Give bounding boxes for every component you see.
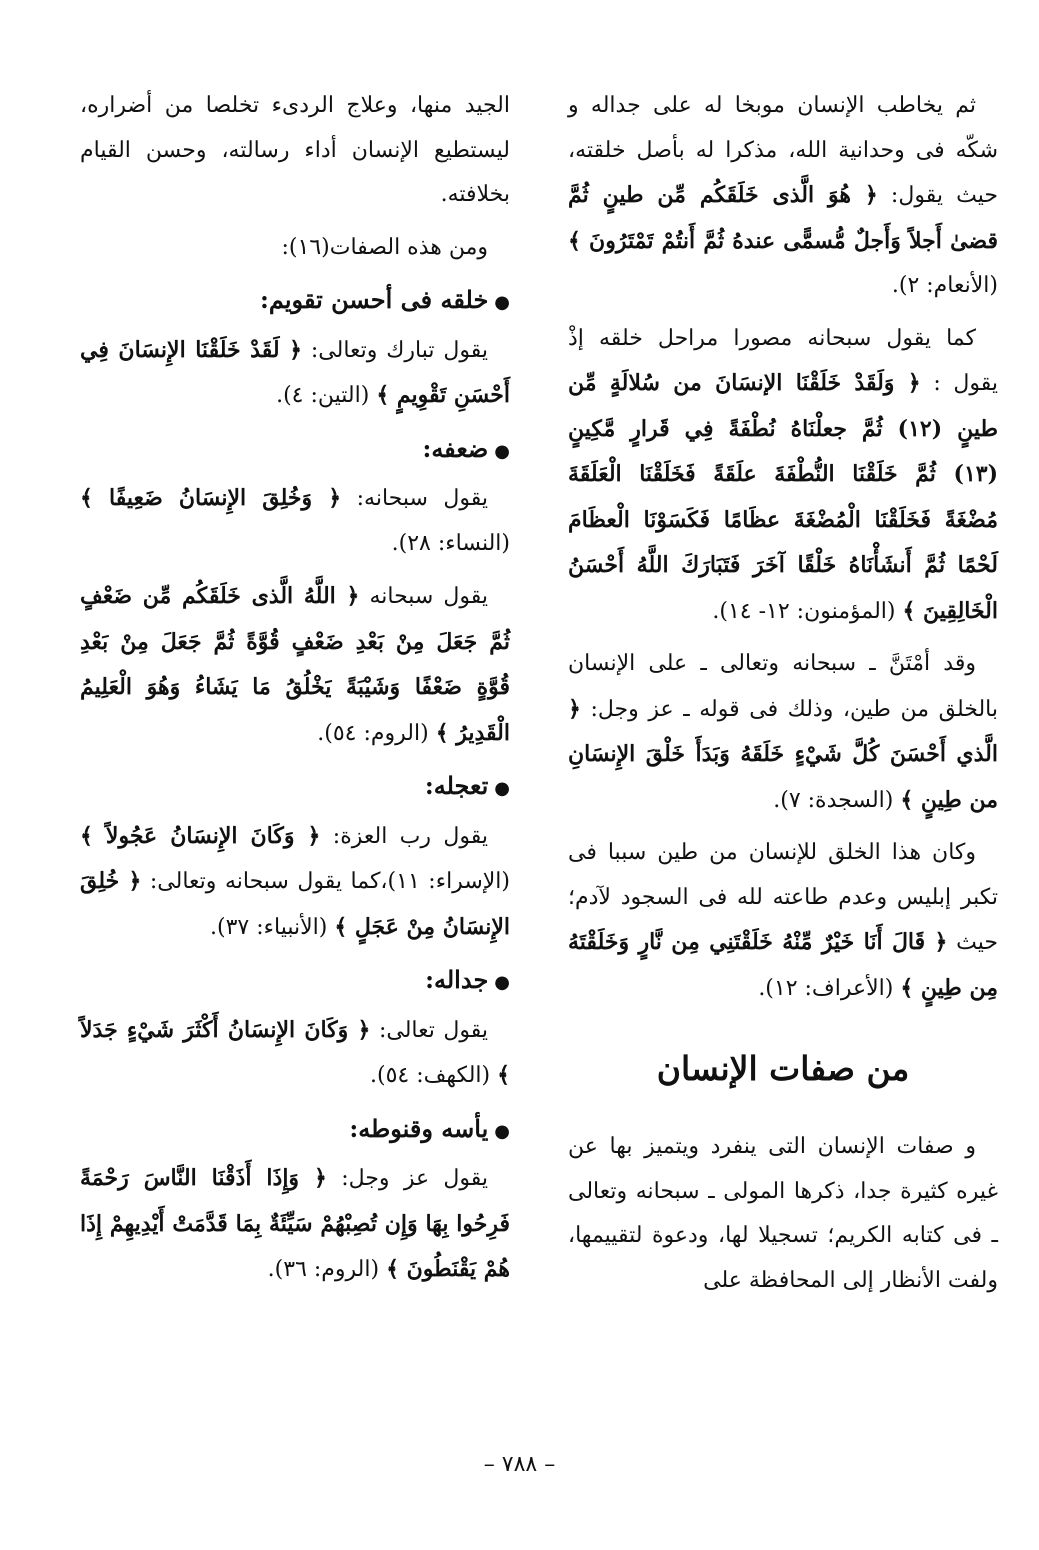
quote-reference: (الأنعام: ٢).	[891, 273, 998, 298]
paragraph: الجيد منها، وعلاج الردىء تخلصا من أضراره، ليستطيع الإنسان أداء رسالته، وحسن القيام بخلافته.	[80, 93, 510, 207]
bullet-icon: ●	[494, 1120, 510, 1142]
right-column	[568, 84, 998, 1311]
bullet-icon: ●	[494, 972, 510, 993]
quran-quote: ﴿ وَكَانَ الإِنسَانُ أَكْثَرَ شَيْءٍ جَدَلاً ﴾	[80, 1016, 510, 1088]
quran-quote: ﴿ وَكَانَ الإِنسَانُ عَجُولاً ﴾	[80, 822, 321, 849]
quote-reference: (الروم: ٥٤).	[317, 720, 436, 746]
quran-quote: ﴿ خُلِقَ الإِنسَانُ مِنْ عَجَلٍ ﴾	[80, 868, 510, 940]
page-number: – ٧٨٨ –	[483, 1452, 556, 1477]
quote-reference: (النساء: ٢٨).	[391, 530, 510, 556]
quote-reference: (السجدة: ٧).	[773, 787, 901, 813]
paragraph: و صفات الإنسان التى ينفرد ويتميز بها عن غيره كثيرة جدا، ذكرها المولى ـ سبحانه وتعالى ـ فى كتابه الكريم؛ تسجيلا لها، ودعوة لتقييمها، ولفت الأنظار إلى المحافظة على	[568, 1134, 998, 1293]
paragraph: يقول رب العزة: ﴿ وَكَانَ الإِنسَانُ عَجُولاً ﴾ (الإسراء: ١١)،كما يقول سبحانه وتعالى: ﴿ خُلِقَ الإِنسَانُ مِنْ عَجَلٍ ﴾ (الأنبياء: ٣٧).	[80, 822, 510, 940]
quote-reference: (الأنبياء: ٣٧).	[210, 914, 335, 940]
trait-heading: ●يأسه وقنوطه:	[349, 1113, 510, 1143]
quote-reference: (الأعراف: ١٢).	[758, 975, 901, 1001]
paragraph: يقول سبحانه: ﴿ وَخُلِقَ الإِنسَانُ ضَعِيفًا ﴾ (النساء: ٢٨).	[80, 485, 510, 556]
quote-reference: (الإسراء: ١١)،كما يقول سبحانه وتعالى:	[141, 869, 510, 894]
quran-quote: ﴿ وَإِذَا أَذَقْنَا النَّاسَ رَحْمَةً فَرِحُوا بِهَا وَإِن تُصِبْهُمْ سَيِّئَةٌ بِمَا قَدَّمَتْ أَيْدِيهِمْ إِذَا هُمْ يَقْنَطُونَ ﴾	[80, 1165, 510, 1282]
paragraph: يقول سبحانه ﴿ اللَّهُ الَّذى خَلَقَكُم مِّن ضَعْفٍ ثُمَّ جَعَلَ مِنْ بَعْدِ ضَعْفٍ قُوَّةً ثُمَّ جَعَلَ مِنْ بَعْدِ قُوَّةٍ ضَعْفًا وَشَيْبَةً يَخْلُقُ مَا يَشَاءُ وَهُوَ الْعَلِيمُ الْقَدِيرُ ﴾ (الروم: ٥٤).	[80, 583, 510, 746]
bullet-icon: ●	[494, 778, 510, 799]
trait-heading: ●جداله:	[425, 965, 510, 994]
quote-reference: (المؤمنون: ١٢- ١٤).	[712, 598, 903, 624]
paragraph: وقد أمْتَنَّ ـ سبحانه وتعالى ـ على الإنسان بالخلق من طين، وذلك فى قوله ـ عز وجل: ﴿ الَّذي أَحْسَنَ كُلَّ شَيْءٍ خَلَقَهُ وَبَدَأَ خَلْقَ الإِنسَانِ من طِينٍ ﴾ (السجدة: ٧).	[568, 651, 998, 813]
quran-quote: ﴿ هُوَ الَّذى خَلَقَكُم مِّن طينٍ ثُمَّ قضىٰ أَجلاً وَأَجلٌ مُّسمًّى عندهُ ثُمَّ أَنتُمْ تَمْتَرُونَ ﴾	[568, 182, 998, 254]
left-column	[80, 84, 510, 1301]
trait-heading: ●ضعفه:	[422, 433, 510, 463]
quran-quote: ﴿ اللَّهُ الَّذى خَلَقَكُم مِّن ضَعْفٍ ثُمَّ جَعَلَ مِنْ بَعْدِ ضَعْفٍ قُوَّةً ثُمَّ جَعَلَ مِنْ بَعْدِ قُوَّةٍ ضَعْفًا وَشَيْبَةً يَخْلُقُ مَا يَشَاءُ وَهُوَ الْعَلِيمُ الْقَدِيرُ ﴾	[80, 583, 510, 746]
section-title: من صفات الإنسان	[656, 1049, 910, 1088]
quote-reference: (الكهف: ٥٤).	[370, 1063, 498, 1088]
paragraph: كما يقول سبحانه مصورا مراحل خلقه إذْ يقول : ﴿ وَلَقَدْ خَلَقْنَا الإنسَانَ من سُلالَةٍ مِّن طينٍ (١٢) ثُمَّ جعلْنَاهُ نُطْفَةً فِي قَرارٍ مَّكِينٍ (١٣) ثُمَّ خَلَقْنَا النُّطْفَةَ علَقَةً فَخَلَقْنَا الْعَلَقَةَ مُضْغَةً فَخَلَقْنَا الْمُضْغَةَ عظَامًا فَكَسَوْنَا الْعظَامَ لَحْمًا ثُمَّ أَنشَأْنَاهُ خَلْقًا آخَرَ فَتَبَارَكَ اللَّهُ أَحْسَنُ الْخَالِقِينَ ﴾ (المؤمنون: ١٢- ١٤).	[568, 325, 999, 624]
paragraph: يقول تعالى: ﴿ وَكَانَ الإِنسَانُ أَكْثَرَ شَيْءٍ جَدَلاً ﴾ (الكهف: ٥٤).	[80, 1016, 510, 1088]
quran-quote: ﴿ لَقَدْ خَلَقْنَا الإِنسَانَ فِي أَحْسَنِ تَقْوِيمٍ ﴾	[80, 336, 510, 408]
trait-heading: ●تعجله:	[424, 771, 510, 800]
quran-quote: ﴿ الَّذي أَحْسَنَ كُلَّ شَيْءٍ خَلَقَهُ وَبَدَأَ خَلْقَ الإِنسَانِ من طِينٍ ﴾	[568, 695, 998, 813]
quote-reference: (التين: ٤).	[276, 383, 377, 408]
bullet-icon: ●	[494, 292, 510, 313]
paragraph: يقول عز وجل: ﴿ وَإِذَا أَذَقْنَا النَّاسَ رَحْمَةً فَرِحُوا بِهَا وَإِن تُصِبْهُمْ سَيِّئَةٌ بِمَا قَدَّمَتْ أَيْدِيهِمْ إِذَا هُمْ يَقْنَطُونَ ﴾ (الروم: ٣٦).	[80, 1165, 510, 1282]
paragraph: ومن هذه الصفات(١٦):	[281, 234, 488, 260]
quote-reference: (الروم: ٣٦).	[267, 1257, 387, 1282]
bullet-icon: ●	[494, 440, 510, 462]
paragraph: ثم يخاطب الإنسان موبخا له على جداله و شكّه فى وحدانية الله، مذكرا له بأصل خلقته، حيث يقول: ﴿ هُوَ الَّذى خَلَقَكُم مِّن طينٍ ثُمَّ قضىٰ أَجلاً وَأَجلٌ مُّسمًّى عندهُ ثُمَّ أَنتُمْ تَمْتَرُونَ ﴾ (الأنعام: ٢).	[568, 93, 999, 298]
quran-quote: ﴿ وَلَقَدْ خَلَقْنَا الإنسَانَ من سُلالَةٍ مِّن طينٍ (١٢) ثُمَّ جعلْنَاهُ نُطْفَةً فِي قَرارٍ مَّكِينٍ (١٣) ثُمَّ خَلَقْنَا النُّطْفَةَ علَقَةً فَخَلَقْنَا الْعَلَقَةَ مُضْغَةً فَخَلَقْنَا الْمُضْغَةَ عظَامًا فَكَسَوْنَا الْعظَامَ لَحْمًا ثُمَّ أَنشَأْنَاهُ خَلْقًا آخَرَ فَتَبَارَكَ اللَّهُ أَحْسَنُ الْخَالِقِينَ ﴾	[568, 370, 999, 624]
quran-quote: ﴿ وَخُلِقَ الإِنسَانُ ضَعِيفًا ﴾	[80, 485, 342, 511]
paragraph: وكان هذا الخلق للإنسان من طين سببا فى تكبر إبليس وعدم طاعته لله فى السجود لآدم؛ حيث ﴿ قَالَ أَنَا خَيْرٌ مِّنْهُ خَلَقْتَنِي مِن نَّارٍ وَخَلَقْتَهُ مِن طِينٍ ﴾ (الأعراف: ١٢).	[568, 840, 999, 1001]
paragraph: يقول تبارك وتعالى: ﴿ لَقَدْ خَلَقْنَا الإِنسَانَ فِي أَحْسَنِ تَقْوِيمٍ ﴾ (التين: ٤).	[80, 336, 510, 408]
quran-quote: ﴿ قَالَ أَنَا خَيْرٌ مِّنْهُ خَلَقْتَنِي مِن نَّارٍ وَخَلَقْتَهُ مِن طِينٍ ﴾	[568, 929, 998, 1001]
trait-heading: ●خلقه فى أحسن تقويم:	[260, 285, 510, 314]
